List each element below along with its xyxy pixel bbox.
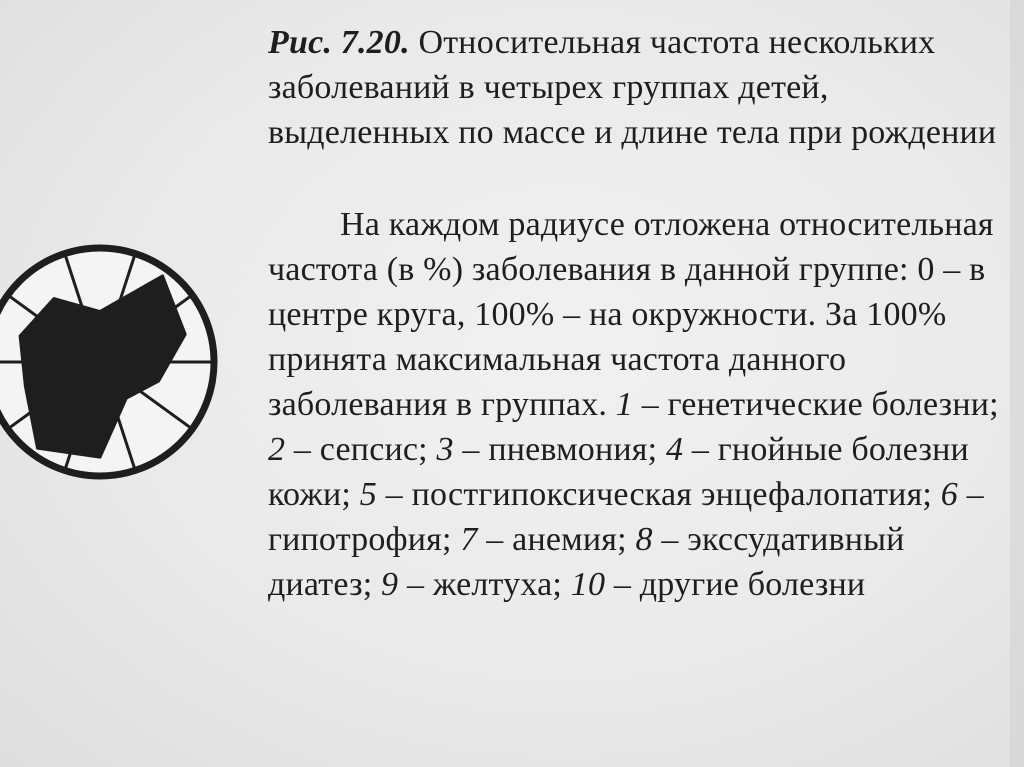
legend-number: 9 xyxy=(381,566,399,603)
legend-number: 10 xyxy=(570,566,606,603)
figure-caption xyxy=(268,20,1008,155)
description-intro: На каждом радиусе отложена относительная частота (в %) заболевания в данной группе: 0 – в центре круга, 100% – на окружности. За 100% принята максимальная частота данного заболевания в группах. xyxy=(268,206,994,423)
caption-text: Относительная частота нескольких заболеваний в четырех группах детей, выделенных по массе и длине тела при рождении xyxy=(268,24,997,151)
legend-label: – желтуха; xyxy=(398,566,571,603)
legend-item xyxy=(437,431,666,468)
legend-number: 8 xyxy=(635,521,653,558)
radial-chart-figure xyxy=(0,240,222,490)
legend-number: 4 xyxy=(665,431,684,468)
legend-item xyxy=(360,476,941,513)
legend-label: – другие болезни xyxy=(605,566,866,603)
legend-number: 1 xyxy=(615,386,633,423)
legend-number: 2 xyxy=(268,431,286,468)
legend-label: – постгипоксическая энцефалопатия; xyxy=(376,476,941,513)
legend-item xyxy=(268,431,437,468)
legend-label: – анемия; xyxy=(477,521,636,558)
legend-label: – пневмония; xyxy=(453,431,666,468)
caption-label: Рис. 7.20. xyxy=(268,24,410,61)
legend-item xyxy=(616,386,999,423)
legend-number: 5 xyxy=(359,476,377,513)
figure-description xyxy=(268,202,1008,607)
page-edge-shadow xyxy=(1010,0,1024,767)
legend-number: 6 xyxy=(940,476,958,513)
legend-label: – сепсис; xyxy=(285,431,437,468)
legend-label: – экссудативный диатез; xyxy=(268,521,905,603)
legend-item xyxy=(381,566,571,603)
legend-label: – гнойные болезни кожи; xyxy=(268,431,969,513)
legend-item xyxy=(460,521,635,558)
legend-number: 7 xyxy=(460,521,478,558)
legend-label: – генетические болезни; xyxy=(633,386,999,423)
legend-number: 3 xyxy=(436,431,454,468)
legend-item xyxy=(571,566,866,603)
legend-label: – гипотрофия; xyxy=(268,476,984,558)
